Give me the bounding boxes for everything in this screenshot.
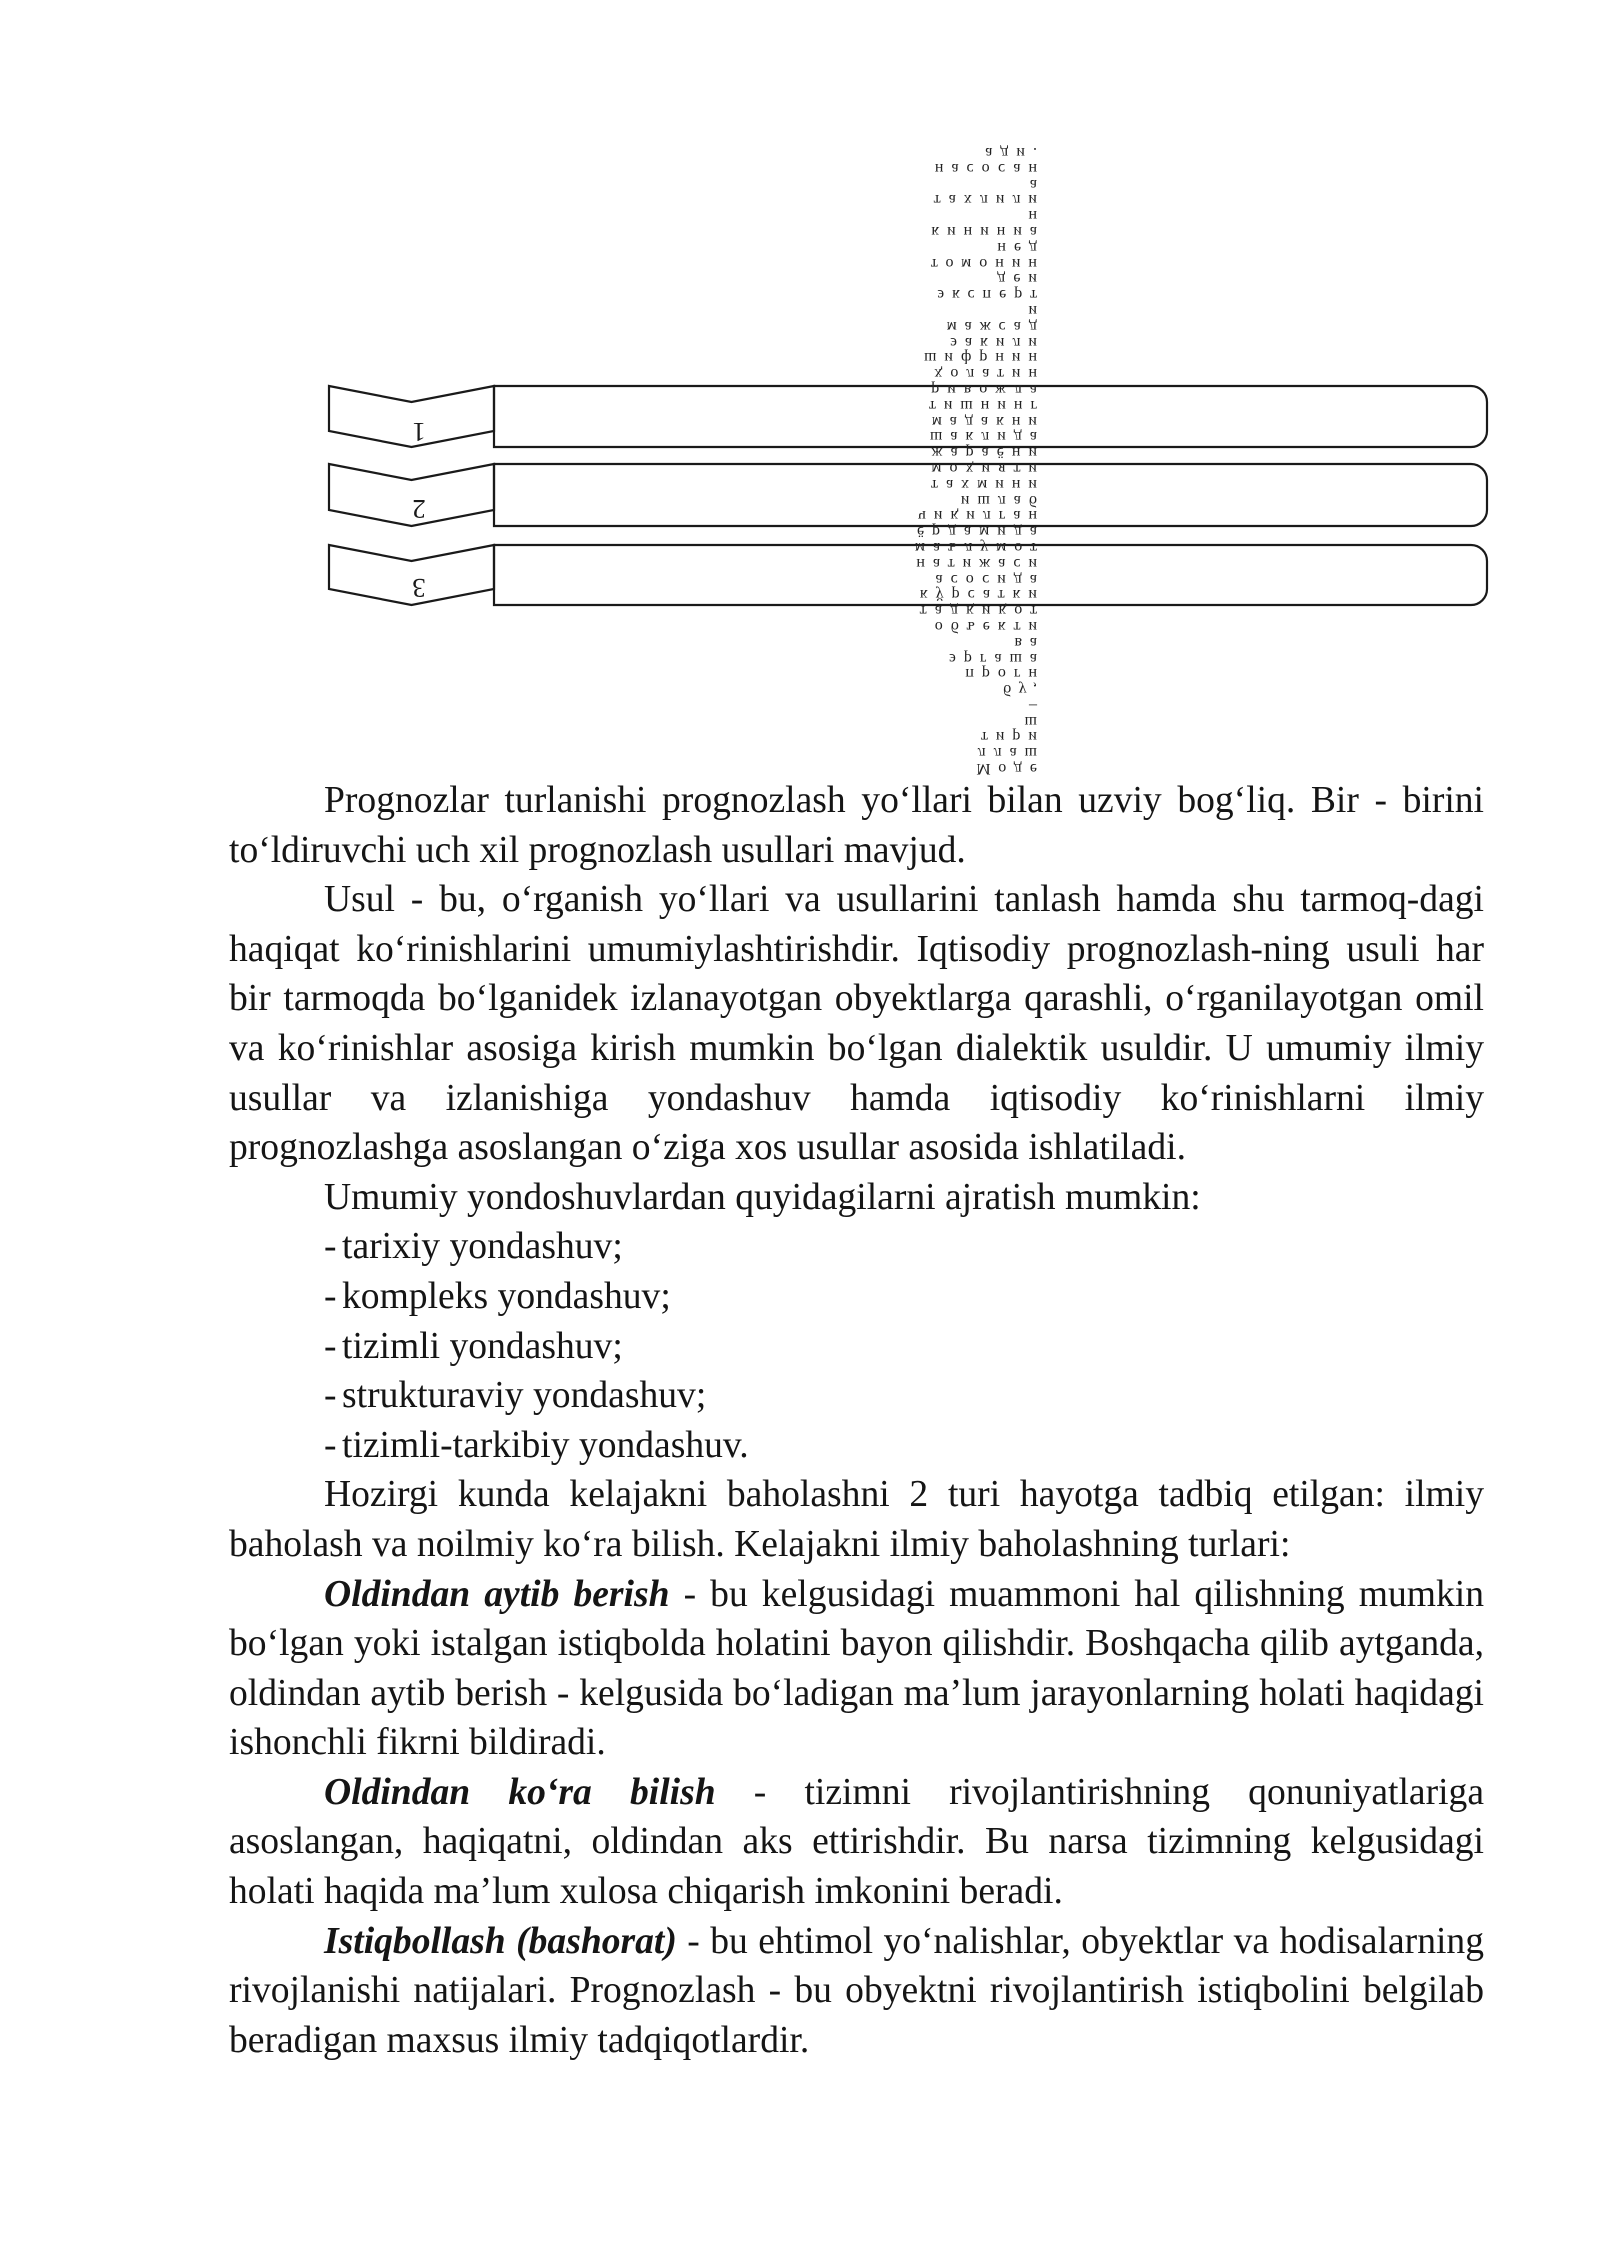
overlay-row: мажсад bbox=[946, 317, 1045, 335]
list-marker: - bbox=[324, 1325, 337, 1367]
diagram-canvas bbox=[0, 0, 1600, 800]
overlay-row: тири bbox=[980, 728, 1045, 746]
paragraph-intro: Prognozlar turlanishi prognozlash yo‘llari bilan uzviy bog‘liq. Bir - birini to‘ldiruvchi uch xil prognozlash usullari mavjud. bbox=[229, 780, 1484, 871]
list-marker: - bbox=[324, 1226, 337, 1268]
definition-text: - tizimni rivojlantirishning qonuniyatlariga asoslangan, haqiqatni, oldindan aks ettirishdir. Bu narsa tizimning kelgusidagi holati haqida ma’lum xulosa chiqarish imkonini beradi. bbox=[229, 1771, 1484, 1913]
step-3-number: 3 bbox=[412, 573, 426, 603]
overlay-row: шифрнин bbox=[924, 349, 1045, 367]
overlay-row: нед bbox=[997, 238, 1045, 256]
overlay-row: ишлаб bbox=[960, 491, 1045, 509]
list-item-text: kompleks yondashuv; bbox=[342, 1275, 671, 1317]
definition-text: - bu ehtimol yo‘nalishlar, obyektlar va hodisalarning rivojlanishi natijalari. Prognozlash - bu obyektni rivojlantirish istiqbolini belgilab beradigan maxsus ilmiy tadqiqotlardir. bbox=[229, 1920, 1485, 2061]
overlay-row: а bbox=[1029, 175, 1045, 193]
overlay-row: – bbox=[1029, 696, 1045, 714]
diagram-overlay-text bbox=[900, 144, 1045, 776]
definition-paragraph bbox=[229, 1917, 1484, 2066]
paragraph-method: Usul - bu, o‘rganish yo‘llari va usullarini tanlash hamda shu tarmoq-dagi haqiqat ko‘rinishlarini umumiylashtirishdir. Iqtisodiy prognozlash-ning usuli har bir tarmoqda bo‘lganidek izlanayotgan obyektlarga qarashli, o‘rganilayotgan omil va ko‘rinishlar asosiga kirish mumkin bo‘lgan dialektik usuldir. U umumiy ilmiy usullar va izlanishiga yondashuv hamda iqtisodiy ko‘rinishlarni ilmiy prognozlashga asoslangan o‘ziga xos usullar asosida ishlatiladi. bbox=[229, 879, 1484, 1169]
definition-paragraph bbox=[229, 1570, 1484, 1768]
list-item bbox=[229, 1272, 1484, 1322]
list-item bbox=[229, 1222, 1484, 1272]
overlay-row: насосан bbox=[934, 159, 1045, 177]
step-2-chevron bbox=[329, 464, 494, 526]
paragraph-approaches-lead: Umumiy yondoshuvlardan quyidagilarni ajratish mumkin: bbox=[324, 1176, 1201, 1218]
overlay-row: шаклида bbox=[930, 428, 1045, 446]
list-marker: - bbox=[324, 1275, 337, 1317]
overlay-row: маълумот bbox=[914, 538, 1045, 556]
overlay-row: деи bbox=[997, 270, 1045, 288]
list-item-text: tizimli yondashuv; bbox=[342, 1325, 623, 1367]
overlay-row: объекти bbox=[934, 617, 1045, 635]
paragraph-types-lead: Hozirgi kunda kelajakni baholashni 2 turi hayotga tadbiq etilgan: ilmiy baholash va noilmiy ko‘ra bilish. Kelajakni ilmiy baholashning turlari: bbox=[229, 1474, 1484, 1565]
definition-paragraph bbox=[229, 1768, 1484, 1917]
step-3-chevron bbox=[329, 545, 494, 605]
overlay-row: ҳолатин bbox=[934, 364, 1045, 382]
overlay-row: кўрсатки bbox=[919, 586, 1045, 604]
overlay-row: эргаша bbox=[949, 649, 1045, 667]
overlay-row: натижаси bbox=[916, 554, 1045, 572]
definition-term: Oldindan aytib berish bbox=[324, 1573, 670, 1615]
overlay-row: ва bbox=[1014, 633, 1045, 651]
overlay-row: моҳияти bbox=[931, 459, 1045, 477]
overlay-row: эакили bbox=[950, 333, 1045, 351]
overlay-row: тахлили bbox=[933, 191, 1045, 209]
list-item-text: tarixiy yondashuv; bbox=[342, 1226, 623, 1268]
overlay-row: ллаш bbox=[977, 744, 1045, 762]
overlay-row: чиқилган bbox=[917, 507, 1045, 525]
list-item-text: tizimli-tarkibiy yondashuv. bbox=[342, 1424, 749, 1466]
overlay-row: ш bbox=[1024, 712, 1045, 730]
overlay-row: тахмини bbox=[930, 475, 1045, 493]
overlay-row: Моде bbox=[976, 759, 1045, 777]
chevron-list-diagram bbox=[0, 0, 1600, 800]
list-marker: - bbox=[324, 1424, 337, 1466]
overlay-row: и bbox=[1028, 301, 1045, 319]
overlay-row: ёрдамида bbox=[916, 522, 1045, 540]
document-body bbox=[229, 776, 1484, 2065]
overlay-row: кининиа bbox=[931, 222, 1045, 240]
overlay-row: ривожла bbox=[931, 380, 1045, 398]
definition-term: Istiqbollash (bashorat) bbox=[324, 1920, 677, 1962]
approaches-list bbox=[229, 1222, 1484, 1470]
definition-text: - bu kelgusidagi muammoni hal qilishning mumkin bo‘lgan yoki istalgan istiqbolda holatini bayon qilishdir. Boshqacha qilib aytganda, oldindan aytib berish - kelgusida bo‘ladigan ma’lum jarayonlarning holati haqidagi ishonchli fikrni bildiradi. bbox=[229, 1573, 1484, 1764]
definition-term: Oldindan ko‘ra bilish bbox=[324, 1771, 716, 1813]
overlay-row: томонин bbox=[930, 254, 1045, 272]
overlay-row: тишнинг bbox=[928, 396, 1045, 414]
step-2-number: 2 bbox=[412, 494, 426, 524]
overlay-row: н bbox=[1028, 206, 1045, 224]
overlay-row: мадакни bbox=[931, 412, 1045, 430]
overlay-row: тадқиқот bbox=[919, 601, 1045, 619]
overlay-row: прогн bbox=[965, 665, 1045, 683]
overlay-row: асосида bbox=[935, 570, 1045, 588]
overlay-row: бу, bbox=[1003, 680, 1045, 698]
list-item bbox=[229, 1421, 1484, 1471]
list-marker: - bbox=[324, 1375, 337, 1417]
list-item-text: strukturaviy yondashuv; bbox=[342, 1375, 707, 1417]
step-1-chevron bbox=[329, 386, 494, 447]
step-1-number: 1 bbox=[412, 417, 426, 447]
overlay-row: жараёни bbox=[931, 443, 1045, 461]
list-item bbox=[229, 1371, 1484, 1421]
overlay-row: эксперт bbox=[937, 285, 1045, 303]
overlay-row: ади. bbox=[985, 143, 1045, 161]
list-item bbox=[229, 1322, 1484, 1372]
